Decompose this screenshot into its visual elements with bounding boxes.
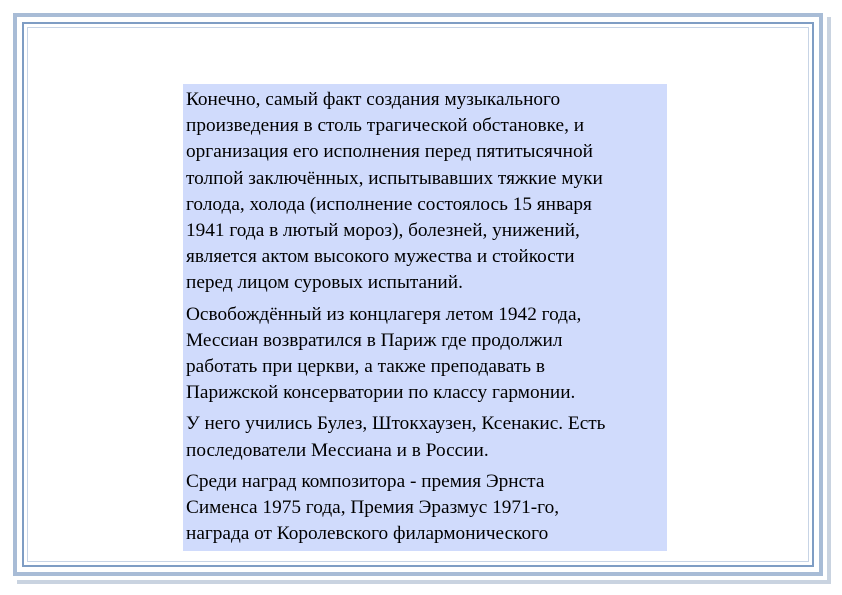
text-line: Конечно, самый факт создания музыкального <box>186 89 561 110</box>
text-line: Сименса 1975 года, Премия Эразмус 1971-го, <box>186 497 560 519</box>
paragraph-1 <box>186 87 664 297</box>
text-line: награда от Королевского филармонического <box>186 523 549 545</box>
paragraph-3 <box>186 411 664 463</box>
text-line: Мессиан возвратился в Париж где продолжил <box>186 329 563 351</box>
text-line: является актом высокого мужества и стойкости <box>186 246 575 268</box>
text-line: перед лицом суровых испытаний. <box>186 272 463 294</box>
text-line: голода, холода (исполнение состоялось 15 января <box>186 193 592 215</box>
text-line: Освобождённый из концлагеря летом 1942 года, <box>186 303 582 325</box>
text-box <box>183 84 667 551</box>
paragraph-2 <box>186 302 664 407</box>
text-line: произведения в столь трагической обстановке, и <box>186 115 585 137</box>
text-line: У него учились Булез, Штокхаузен, Ксенакис. Есть <box>186 413 606 435</box>
text-line: последователи Мессиана и в России. <box>186 439 489 461</box>
frame-shadow-right <box>827 17 831 580</box>
text-line: работать при церкви, а также преподавать в <box>186 356 545 378</box>
text-line: 1941 года в лютый мороз), болезней, унижений, <box>186 220 580 242</box>
text-line: Парижской консерватории по классу гармонии. <box>186 382 576 404</box>
text-line: Среди наград композитора - премия Эрнста <box>186 470 545 492</box>
text-line: организация его исполнения перед пятитысячной <box>186 141 593 163</box>
paragraph-4 <box>186 469 664 548</box>
text-line: толпой заключённых, испытывавших тяжкие муки <box>186 167 603 189</box>
frame-shadow-bottom <box>17 580 831 584</box>
